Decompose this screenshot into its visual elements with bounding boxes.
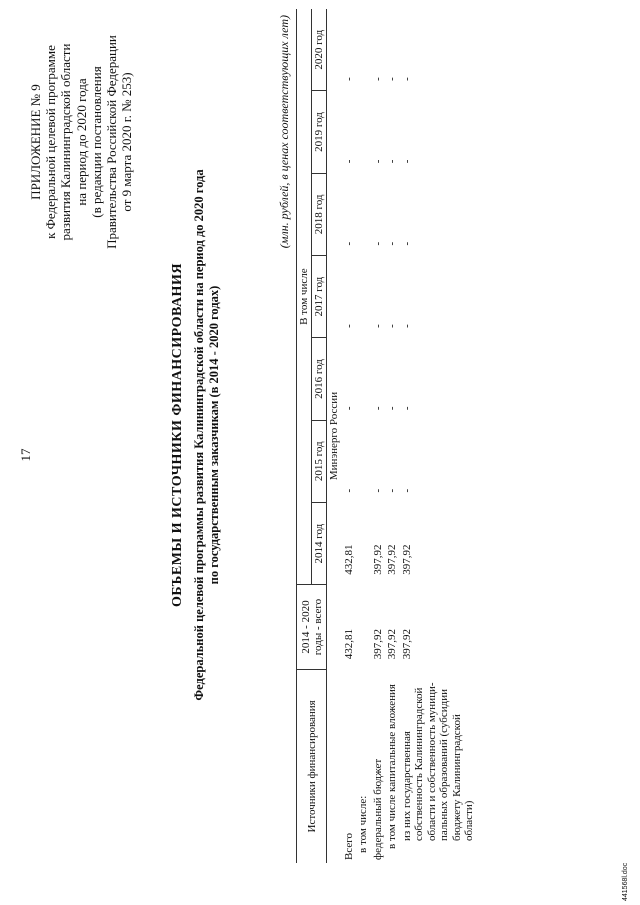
cell-year: - [342,324,355,328]
cell-year: - [400,159,413,164]
appendix-line: развития Калининградской области [58,43,74,241]
cell-year: 397,92 [400,544,413,575]
cell-year: - [386,77,398,81]
appendix-line: на период до 2020 года [73,78,89,206]
cell-year: - [400,241,413,246]
cell-year: 397,92 [371,544,384,575]
cell-year: - [371,324,384,328]
header-year: 2018 год [312,173,327,255]
cell-year: - [342,406,355,411]
cell-year: - [386,488,398,493]
table-row [371,9,386,863]
cell-year [356,91,371,173]
cell-year: - [342,488,355,493]
cell-year: - [386,241,398,246]
cell-total [356,585,371,670]
header-group: В том числе [297,9,312,585]
cell-year [356,502,371,584]
cell-year: - [342,241,355,246]
table-row [385,9,400,863]
document-subtitle [192,125,222,745]
appendix-line: к Федеральной целевой программе [43,45,59,239]
cell-year: - [386,406,398,411]
cell-year: - [400,324,413,328]
header-total: 2014 - 2020 годы - всего [297,585,327,670]
cell-total: 432,81 [342,629,355,660]
document-title: ОБЪЕМЫ И ИСТОЧНИКИ ФИНАНСИРОВАНИЯ [170,263,185,607]
cell-year: - [400,406,413,411]
cell-year: - [371,159,384,164]
header-year: 2014 год [312,502,327,584]
cell-year [356,9,371,91]
header-year: 2017 год [312,256,327,338]
subtitle-line: по государственным заказчикам (в 2014 - 2020 годах) [207,285,221,585]
table-row [356,9,371,863]
appendix-line: Правительства Российской Федерации [104,35,120,249]
cell-year: 432,81 [342,544,355,575]
header-source: Источники финансирования [297,669,327,863]
cell-year: - [386,159,398,164]
cell-year: - [371,77,384,81]
cell-year [356,173,371,255]
cell-year: - [386,324,398,328]
row-label: из них государственная собственность Калининградской области и собственность муници-пальных образований (субсидии бюджету Калининградской области) [400,682,475,841]
cell-year [356,256,371,338]
cell-total: 397,92 [400,629,413,660]
cell-year: - [342,77,355,81]
table-row [400,9,477,863]
header-year: 2020 год [312,9,327,91]
units-note: (млн. рублей, в ценах соответствующих лет) [277,15,291,249]
cell-year: - [371,241,384,246]
cell-year [356,420,371,502]
appendix-note [28,7,134,277]
document-code: 441568l.doc [622,862,629,901]
appendix-line: от 9 марта 2020 г. № 253) [119,72,135,212]
table-row [342,9,357,863]
cell-year: - [371,406,384,411]
cell-year: - [342,159,355,164]
cell-year: - [400,488,413,493]
header-year: 2016 год [312,338,327,420]
cell-year: 397,92 [386,544,398,575]
ministry-name: Минэнерго России [328,391,340,481]
appendix-line: (в редакции постановления [88,66,104,218]
cell-total: 397,92 [371,629,384,660]
cell-year: - [371,488,384,493]
page-number: 17 [18,448,33,462]
financing-table [296,9,477,863]
row-label: федеральный бюджет [371,758,384,860]
header-year: 2019 год [312,91,327,173]
title-block [170,125,222,745]
row-label: в том числе капитальные вложения [386,684,398,849]
row-label: в том числе: [357,795,369,853]
ministry-row [327,9,342,863]
cell-year [356,338,371,420]
subtitle-line: Федеральной целевой программы развития Калининградской области на период до 2020 года [192,169,206,701]
cell-total: 397,92 [386,629,398,660]
cell-year: - [400,77,413,81]
header-year: 2015 год [312,420,327,502]
row-label: Всего [342,833,355,860]
appendix-line: ПРИЛОЖЕНИЕ № 9 [28,84,43,200]
